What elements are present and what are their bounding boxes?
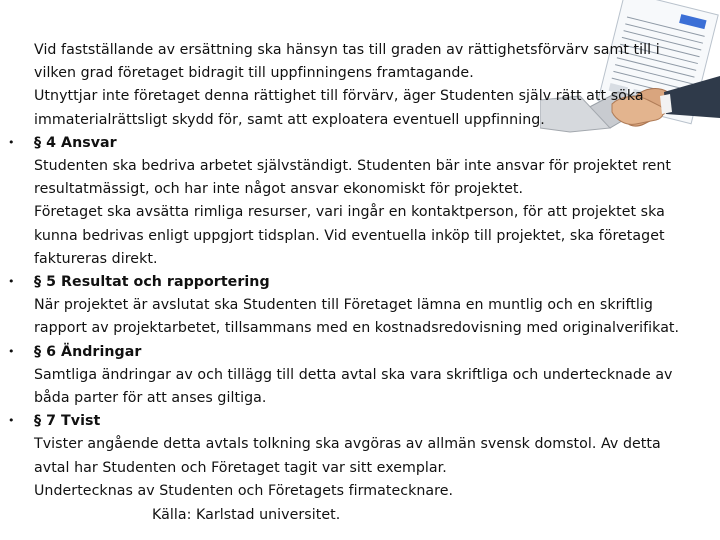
bullet-icon: •	[8, 275, 15, 288]
intro-line: vilken grad företaget bidragit till uppfinningens framtagande.	[34, 65, 474, 82]
bullet-icon: •	[8, 135, 15, 149]
section-line: När projektet är avslutat ska Studenten till Företaget lämna en muntlig och en skriftlig	[34, 297, 653, 314]
section-line: rapport av projektarbetet, tillsammans med en kostnadsredovisning med originalverifikat.	[34, 320, 680, 337]
bullet-icon: •	[8, 414, 15, 428]
intro-line: Vid fastställande av ersättning ska hänsyn tas till graden av rättighetsförvärv samt till i	[34, 42, 660, 58]
source-credit: Källa: Karlstad universitet.	[152, 507, 341, 523]
section-heading: § 5 Resultat och rapportering	[34, 274, 270, 290]
section-heading: § 6 Ändringar	[34, 343, 142, 360]
section-line: resultatmässigt, och har inte något ansvar ekonomiskt för projektet.	[34, 181, 524, 198]
section-line: avtal har Studenten och Företaget tagit var sitt exemplar.	[34, 459, 447, 476]
intro-line: immaterialrättsligt skydd för, samt att exploatera eventuell uppfinning.	[34, 111, 545, 128]
intro-line: Utnyttjar inte företaget denna rättighet till förvärv, äger Studenten själv rätt att söka	[34, 88, 644, 105]
section-line: Samtliga ändringar av och tillägg till detta avtal ska vara skriftliga och undertecknade av	[34, 366, 673, 383]
section-line: Undertecknas av Studenten och Företagets firmatecknare.	[34, 482, 454, 499]
section-line: Företaget ska avsätta rimliga resurser, vari ingår en kontaktperson, för att projektet ska	[34, 204, 665, 221]
section-line: Tvister angående detta avtals tolkning ska avgöras av allmän svensk domstol. Av detta	[34, 436, 661, 453]
section-line: kunna bedrivas enligt uppgjort tidsplan. Vid eventuella inköp till projektet, ska företaget	[34, 227, 665, 244]
section-line: båda parter för att anses giltiga.	[34, 390, 267, 406]
section-heading: § 4 Ansvar	[34, 134, 117, 151]
section-line: Studenten ska bedriva arbetet självständigt. Studenten bär inte ansvar för projektet rent	[34, 158, 672, 174]
bullet-icon: •	[8, 344, 15, 358]
section-line: faktureras direkt.	[34, 250, 158, 267]
section-heading: § 7 Tvist	[34, 413, 101, 430]
